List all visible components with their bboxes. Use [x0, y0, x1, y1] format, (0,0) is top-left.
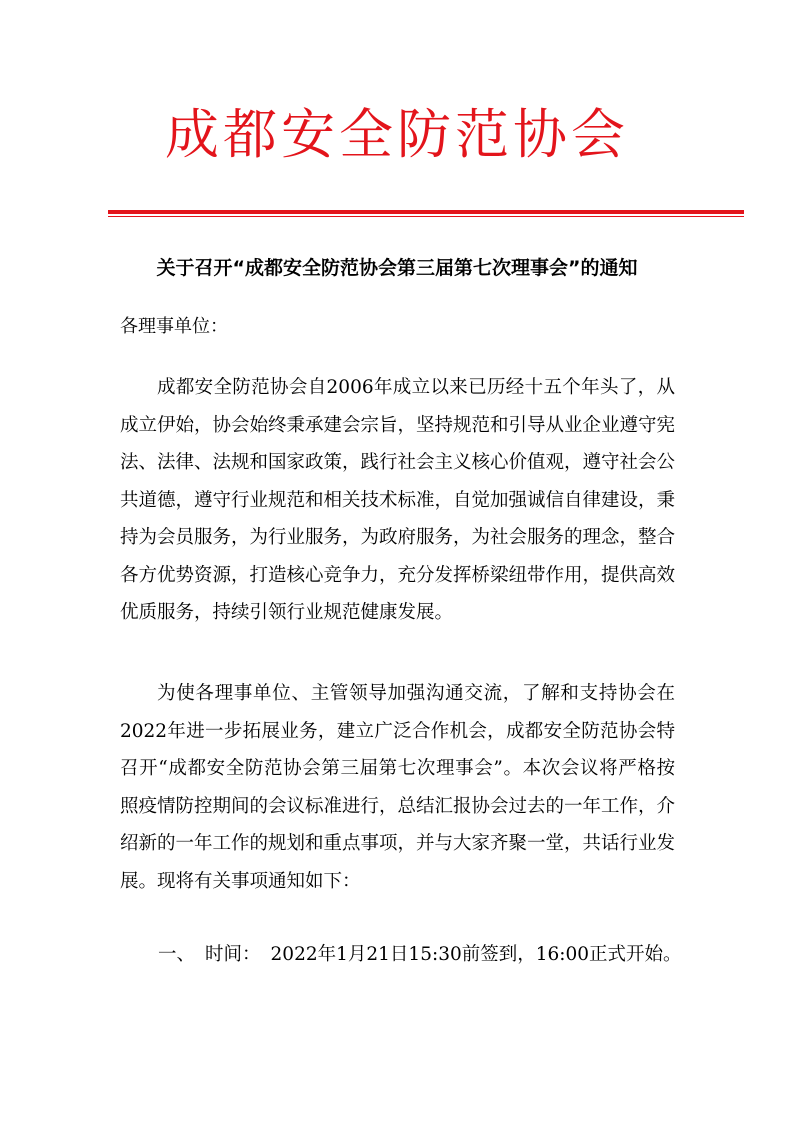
letterhead-divider-thick	[108, 210, 744, 214]
body-paragraph: 为使各理事单位、主管领导加强沟通交流，了解和支持协会在2022年进一步拓展业务，建立广泛合作机会，成都安全防范协会特召开“成都安全防范协会第三届第七次理事会”。本次会议将严格按照疫情防控期间的会议标准进行，总结汇报协会过去的一年工作，介绍新的一年工作的规划和重点事项，并与大家齐聚一堂，共话行业发展。现将有关事项通知如下：	[120, 683, 676, 892]
salutation: 各理事单位：	[120, 316, 228, 337]
item-label: 时间：	[205, 944, 261, 965]
body-paragraph: 成都安全防范协会自2006年成立以来已历经十五个年头了，从成立伊始，协会始终秉承建会宗旨，坚持规范和引导从业企业遵守宪法、法律、法规和国家政策，践行社会主义核心价值观，遵守社会公共道德，遵守行业规范和相关技术标准，自觉加强诚信自律建设，秉持为会员服务，为行业服务，为政府服务，为社会服务的理念，整合各方优势资源，打造核心竞争力，充分发挥桥梁纽带作用，提供高效优质服务，持续引领行业规范健康发展。	[120, 377, 676, 623]
item-value: 2022年1月21日15:30前签到，16:00正式开始。	[270, 944, 682, 965]
notice-item-time	[158, 940, 682, 970]
organization-letterhead: 成都安全防范协会	[165, 103, 629, 166]
notice-title: 关于召开“成都安全防范协会第三届第七次理事会”的通知	[156, 257, 638, 279]
letterhead-divider-thin	[108, 216, 744, 217]
item-number: 一、	[158, 944, 196, 965]
